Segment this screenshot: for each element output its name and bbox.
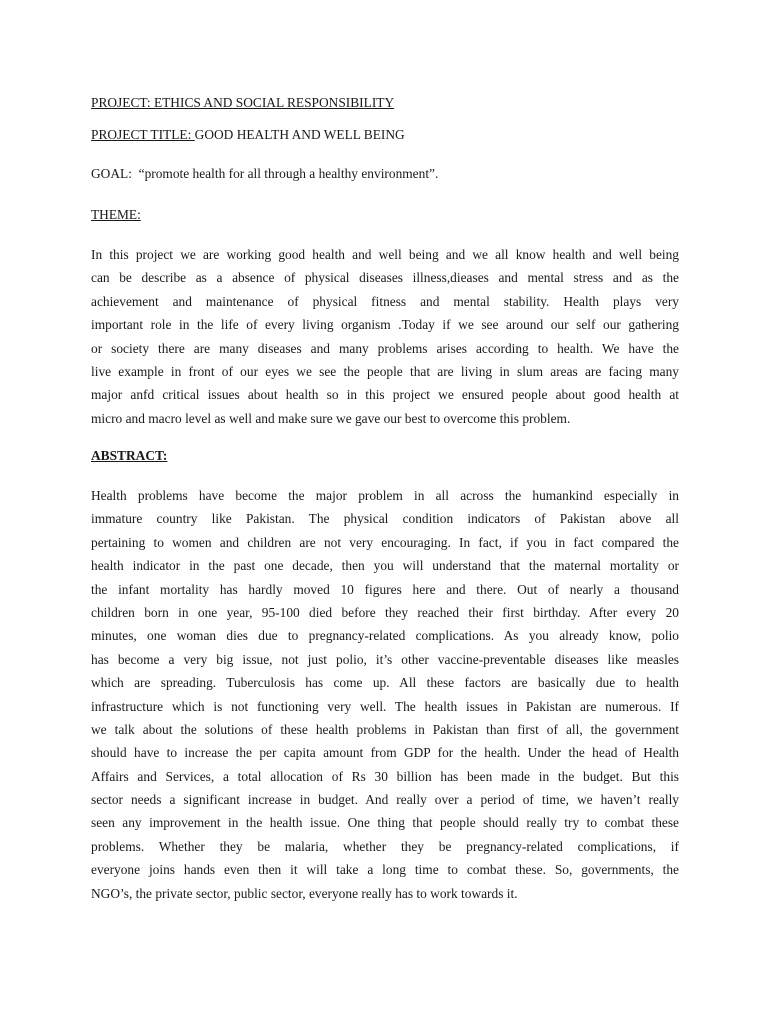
abstract-line: Affairs and Services, a total allocation of Rs 30 billion has been made in the budget. But this: [91, 768, 679, 784]
abstract-line: has become a very big issue, not just polio, it’s other vaccine-preventable diseases like measles: [91, 651, 679, 667]
theme-heading: THEME:: [91, 207, 141, 222]
abstract-line: we talk about the solutions of these health problems in Pakistan than first of all, the government: [91, 721, 679, 737]
abstract-line: Health problems have become the major problem in all across the humankind especially in: [91, 488, 679, 503]
theme-line: micro and macro level as well and make sure we gave our best to overcome this problem.: [91, 410, 571, 426]
abstract-line: minutes, one woman dies due to pregnancy-related complications. As you already know, polio: [91, 628, 679, 644]
theme-line: can be describe as a absence of physical diseases illness,dieases and mental stress and as the: [91, 270, 679, 286]
abstract-line: infrastructure which is not functioning very well. The health issues in Pakistan are numerous. If: [91, 698, 679, 714]
abstract-line: sector needs a significant increase in budget. And really over a period of time, we haven’t really: [91, 792, 679, 808]
theme-paragraph: [91, 243, 679, 430]
abstract-heading: ABSTRACT:: [91, 448, 168, 463]
abstract-line: NGO’s, the private sector, public sector, everyone really has to work towards it.: [91, 885, 518, 901]
theme-line: live example in front of our eyes we see the people that are living in slum areas are facing many: [91, 363, 679, 379]
theme-line: major anfd critical issues about health so in this project we ensured people about good health at: [91, 387, 679, 403]
abstract-line: the infant mortality has hardly moved 10 figures here and there. Out of nearly a thousand: [91, 581, 679, 597]
abstract-line: health indicator in the past one decade, then you will understand that the maternal mortality or: [91, 558, 679, 574]
project-title: [91, 127, 405, 143]
theme-line: or society there are many diseases and many problems arises according to health. We have the: [91, 340, 679, 356]
abstract-line: problems. Whether they be malaria, whether they be pregnancy-related complications, if: [91, 838, 679, 854]
abstract-line: seen any improvement in the health issue. One thing that people should really try to combat these: [91, 815, 679, 831]
project-title-value: GOOD HEALTH AND WELL BEING: [194, 127, 405, 142]
abstract-paragraph: [91, 484, 679, 905]
abstract-line: which are spreading. Tuberculosis has come up. All these factors are basically due to health: [91, 675, 679, 691]
goal-text: “promote health for all through a healthy environment”.: [138, 166, 439, 181]
theme-line: important role in the life of every living organism .Today if we see around our self our gathering: [91, 317, 679, 333]
project-label: PROJECT: ETHICS AND SOCIAL RESPONSIBILITY: [91, 95, 395, 110]
goal-line: [91, 166, 438, 182]
abstract-line: children born in one year, 95-100 died before they reached their first birthday. After every 20: [91, 604, 679, 620]
theme-line: In this project we are working good health and well being and we all know health and well being: [91, 247, 679, 262]
project-title-prefix: PROJECT TITLE:: [91, 127, 195, 142]
goal-label: GOAL:: [91, 166, 132, 181]
abstract-line: everyone joins hands even then it will take a long time to combat these. So, governments, the: [91, 862, 679, 878]
abstract-line: pertaining to women and children are not very encouraging. In fact, if you in fact compared the: [91, 534, 679, 550]
abstract-line: should have to increase the per capita amount from GDP for the health. Under the head of Health: [91, 745, 679, 761]
abstract-line: immature country like Pakistan. The physical condition indicators of Pakistan above all: [91, 511, 679, 527]
theme-line: achievement and maintenance of physical fitness and mental stability. Health plays very: [91, 293, 679, 309]
